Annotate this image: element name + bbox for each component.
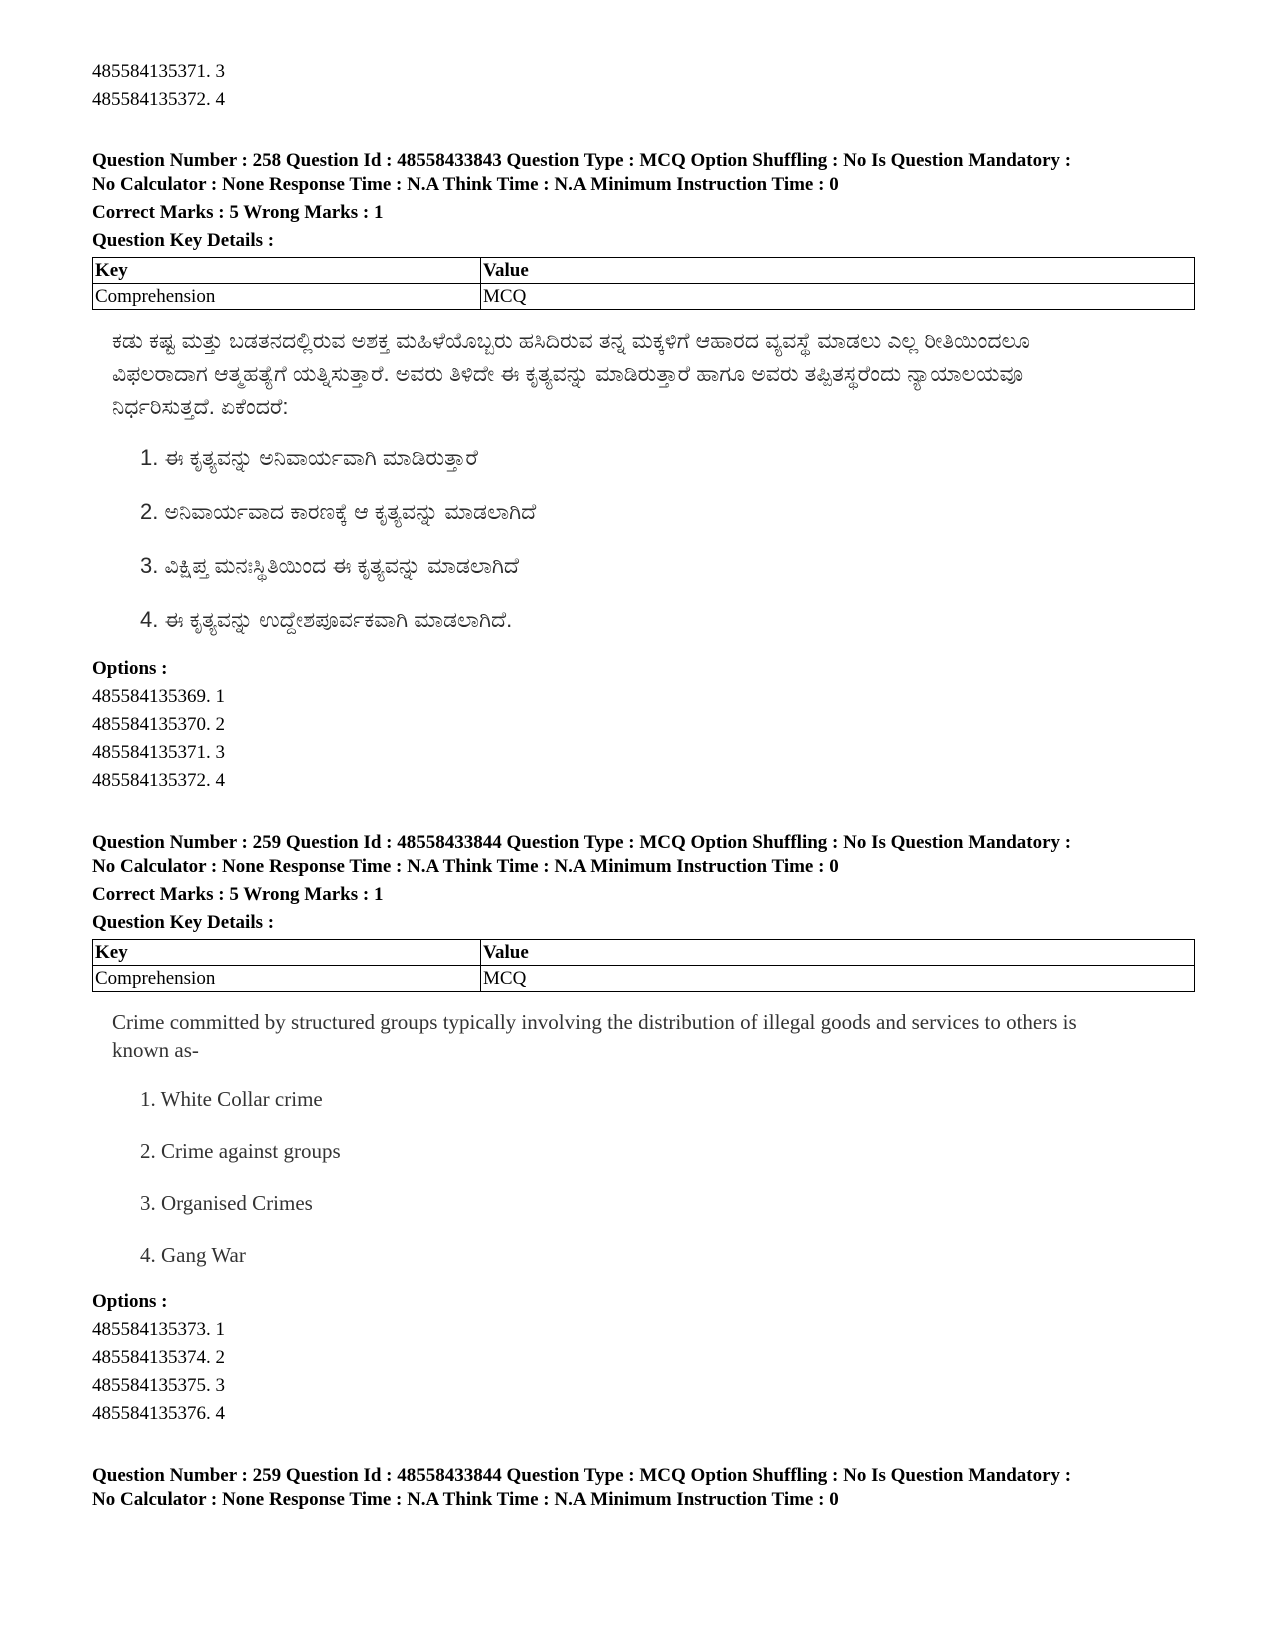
option-item: 485584135376. 4	[92, 1403, 225, 1424]
options-list	[92, 683, 1198, 795]
previous-options-list	[92, 58, 1198, 114]
choice-item: 4. Gang War	[140, 1243, 246, 1267]
option-item: 485584135370. 2	[92, 714, 225, 735]
table-header-value: Value	[481, 940, 1195, 966]
key-details-table	[92, 939, 1195, 992]
option-item: 485584135371. 3	[92, 61, 225, 82]
question-text: ಕಡು ಕಷ್ಟ ಮತ್ತು ಬಡತನದಲ್ಲಿರುವ ಅಶಕ್ತ ಮಹಿಳೆಯೊಬ್ಬರು ಹಸಿದಿರುವ ತನ್ನ ಮಕ್ಕಳಿಗೆ ಆಹಾರದ ವ್ಯವಸ್ಥೆ ಮಾಡಲು ಎಲ್ಲ ರೀತಿಯಿಂದಲೂ ವಿಫಲರಾದಾಗ ಆತ್ಮಹತ್ಯೆಗೆ ಯತ್ನಿಸುತ್ತಾರೆ. ಅವರು ತಿಳಿದೇ ಈ ಕೃತ್ಯವನ್ನು ಮಾಡಿರುತ್ತಾರೆ ಹಾಗೂ ಅವರು ತಪ್ಪಿತಸ್ಥರೆಂದು ನ್ಯಾಯಾಲಯವೂ ನಿರ್ಧರಿಸುತ್ತದೆ. ಏಕೆಂದರೆ:	[112, 328, 1030, 419]
option-item: 485584135375. 3	[92, 1375, 225, 1396]
choice-item: 3. Organised Crimes	[140, 1191, 313, 1215]
question-header-line-2: No Calculator : None Response Time : N.A Think Time : N.A Minimum Instruction Time : 0	[92, 174, 839, 195]
question-text: Crime committed by structured groups typically involving the distribution of illegal goods and services to others is known as-	[112, 1010, 1077, 1062]
options-label: Options :	[92, 1291, 168, 1312]
option-item: 485584135374. 2	[92, 1347, 225, 1368]
marks-line: Correct Marks : 5 Wrong Marks : 1	[92, 202, 384, 223]
choice-item: 2. ಅನಿವಾರ್ಯವಾದ ಕಾರಣಕ್ಕೆ ಆ ಕೃತ್ಯವನ್ನು ಮಾಡಲಾಗಿದೆ	[140, 499, 537, 524]
question-block-259-repeat	[92, 1464, 1198, 1512]
table-cell-value: MCQ	[481, 284, 1195, 310]
option-item: 485584135372. 4	[92, 770, 225, 791]
choice-item: 1. ಈ ಕೃತ್ಯವನ್ನು ಅನಿವಾರ್ಯವಾಗಿ ಮಾಡಿರುತ್ತಾರೆ	[140, 445, 478, 470]
question-block-258	[92, 149, 1198, 795]
options-label: Options :	[92, 658, 168, 679]
question-header-line-1: Question Number : 259 Question Id : 48558433844 Question Type : MCQ Option Shuffling : No Is Question Mandatory :	[92, 832, 1072, 853]
question-block-259	[92, 831, 1198, 1428]
table-header-row	[93, 258, 1195, 284]
choice-item: 2. Crime against groups	[140, 1139, 341, 1163]
options-list	[92, 1316, 1198, 1428]
question-header-line-1: Question Number : 259 Question Id : 48558433844 Question Type : MCQ Option Shuffling : No Is Question Mandatory :	[92, 1465, 1072, 1486]
option-item: 485584135372. 4	[92, 89, 225, 110]
document-page	[92, 58, 1198, 1512]
choice-item: 4. ಈ ಕೃತ್ಯವನ್ನು ಉದ್ದೇಶಪೂರ್ವಕವಾಗಿ ಮಾಡಲಾಗಿದೆ.	[140, 607, 513, 632]
choice-item: 3. ವಿಕ್ಷಿಪ್ತ ಮನಃಸ್ಥಿತಿಯಿಂದ ಈ ಕೃತ್ಯವನ್ನು ಮಾಡಲಾಗಿದೆ	[140, 553, 519, 578]
table-cell-value: MCQ	[481, 966, 1195, 992]
table-header-key: Key	[93, 940, 481, 966]
question-header-line-1: Question Number : 258 Question Id : 48558433843 Question Type : MCQ Option Shuffling : No Is Question Mandatory :	[92, 150, 1072, 171]
choice-item: 1. White Collar crime	[140, 1087, 323, 1111]
question-content	[112, 324, 1198, 633]
table-cell-key: Comprehension	[93, 966, 481, 992]
question-header-line-2: No Calculator : None Response Time : N.A Think Time : N.A Minimum Instruction Time : 0	[92, 1489, 839, 1510]
marks-line: Correct Marks : 5 Wrong Marks : 1	[92, 884, 384, 905]
table-row	[93, 284, 1195, 310]
key-details-label: Question Key Details :	[92, 230, 275, 251]
key-details-table	[92, 257, 1195, 310]
option-item: 485584135373. 1	[92, 1319, 225, 1340]
table-cell-key: Comprehension	[93, 284, 481, 310]
question-header-line-2: No Calculator : None Response Time : N.A Think Time : N.A Minimum Instruction Time : 0	[92, 856, 839, 877]
key-details-label: Question Key Details :	[92, 912, 275, 933]
table-row	[93, 966, 1195, 992]
option-item: 485584135371. 3	[92, 742, 225, 763]
option-item: 485584135369. 1	[92, 686, 225, 707]
table-header-key: Key	[93, 258, 481, 284]
question-content	[112, 1008, 1198, 1268]
table-header-value: Value	[481, 258, 1195, 284]
table-header-row	[93, 940, 1195, 966]
